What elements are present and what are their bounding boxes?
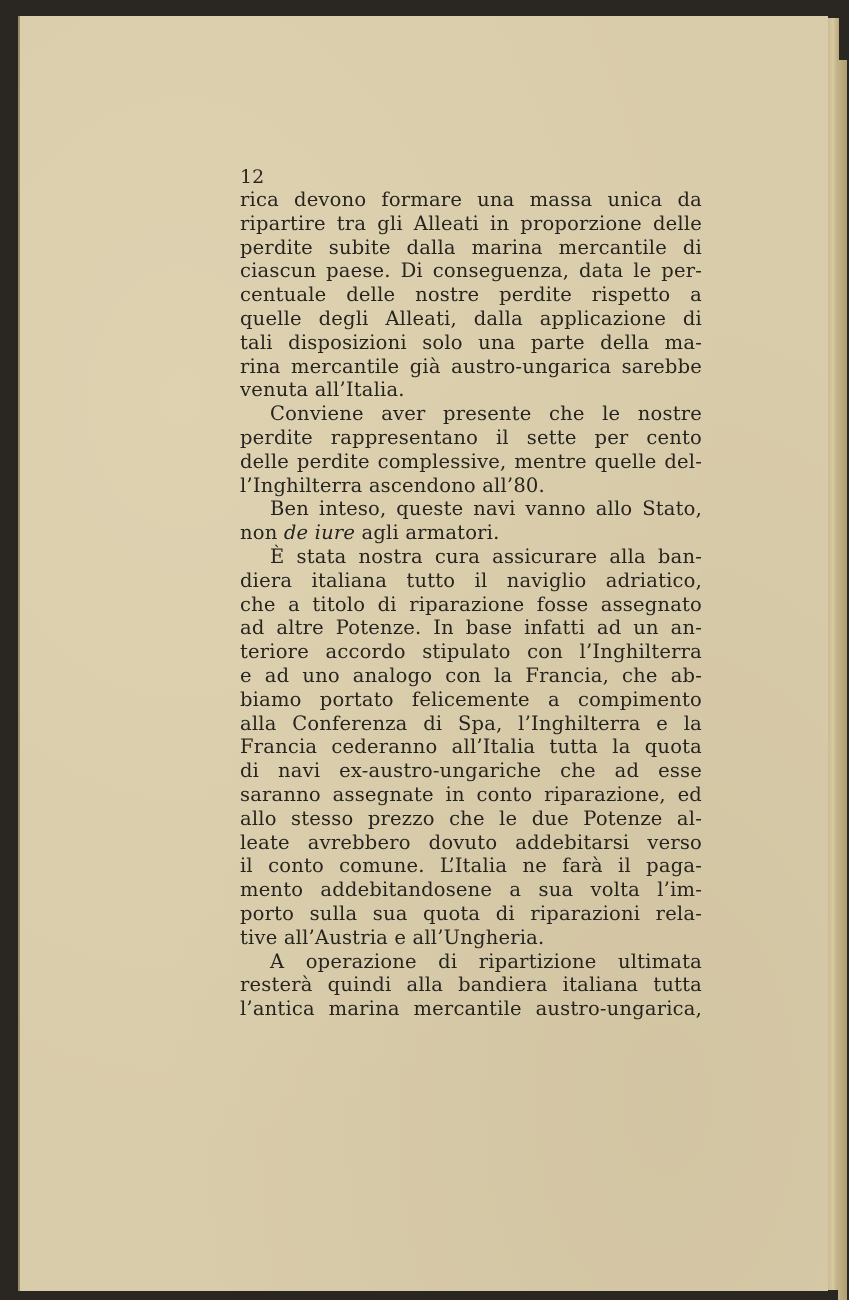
page-edge-shadow: [838, 60, 847, 1300]
text-line: saranno assegnate in conto riparazione, ed: [240, 782, 702, 806]
text-run: non: [240, 521, 284, 545]
text-line: ad altre Potenze. In base infatti ad un an-: [240, 616, 702, 640]
text-run: agli armatori.: [355, 521, 500, 545]
text-line: Conviene aver presente che le nostre: [270, 402, 702, 426]
text-line: di navi ex-austro-ungariche che ad esse: [240, 759, 702, 783]
text-line: rina mercantile già austro-ungarica sarebbe: [240, 354, 702, 378]
text-line: porto sulla sua quota di riparazioni rela-: [240, 901, 702, 925]
text-line: e ad uno analogo con la Francia, che ab-: [240, 663, 702, 687]
body-text: [240, 188, 702, 1021]
text-line: allo stesso prezzo che le due Potenze al-: [240, 806, 702, 830]
text-line: venuta all’Italia.: [240, 378, 405, 402]
text-line: A operazione di ripartizione ultimata: [270, 949, 702, 973]
text-line: tali disposizioni solo una parte della ma-: [240, 330, 702, 354]
italic-text-run: de iure: [283, 521, 356, 545]
text-line: ciascun paese. Di conseguenza, data le per-: [240, 259, 702, 283]
text-line: delle perdite complessive, mentre quelle del-: [240, 449, 702, 473]
text-line: il conto comune. L’Italia ne farà il paga-: [240, 854, 702, 878]
text-line-mixed: [240, 521, 702, 545]
text-line: mento addebitandosene a sua volta l’im-: [240, 878, 702, 902]
text-line: perdite subite dalla marina mercantile di: [240, 235, 702, 259]
text-line: diera italiana tutto il naviglio adriatico,: [240, 568, 702, 592]
text-line: ripartire tra gli Alleati in proporzione delle: [240, 211, 702, 235]
text-line: tive all’Austria e all’Ungheria.: [240, 925, 545, 949]
text-line: resterà quindi alla bandiera italiana tutta: [240, 973, 702, 997]
text-line: centuale delle nostre perdite rispetto a: [240, 283, 702, 307]
text-line: È stata nostra cura assicurare alla ban-: [270, 544, 702, 568]
text-line: l’antica marina mercantile austro-ungarica,: [240, 997, 702, 1021]
text-line: quelle degli Alleati, dalla applicazione di: [240, 306, 702, 330]
text-line: l’Inghilterra ascendono all’80.: [240, 473, 545, 497]
text-line: biamo portato felicemente a compimento: [240, 687, 702, 711]
text-line: che a titolo di riparazione fosse assegnato: [240, 592, 702, 616]
text-line: alla Conferenza di Spa, l’Inghilterra e la: [240, 711, 702, 735]
text-line: Francia cederanno all’Italia tutta la quota: [240, 735, 702, 759]
text-line: teriore accordo stipulato con l’Inghilterra: [240, 640, 702, 664]
text-line: perdite rappresentano il sette per cento: [240, 425, 702, 449]
page-number: 12: [240, 166, 265, 188]
text-line: Ben inteso, queste navi vanno allo Stato,: [270, 497, 702, 521]
text-line: leate avrebbero dovuto addebitarsi verso: [240, 830, 702, 854]
text-line: rica devono formare una massa unica da: [240, 188, 702, 211]
